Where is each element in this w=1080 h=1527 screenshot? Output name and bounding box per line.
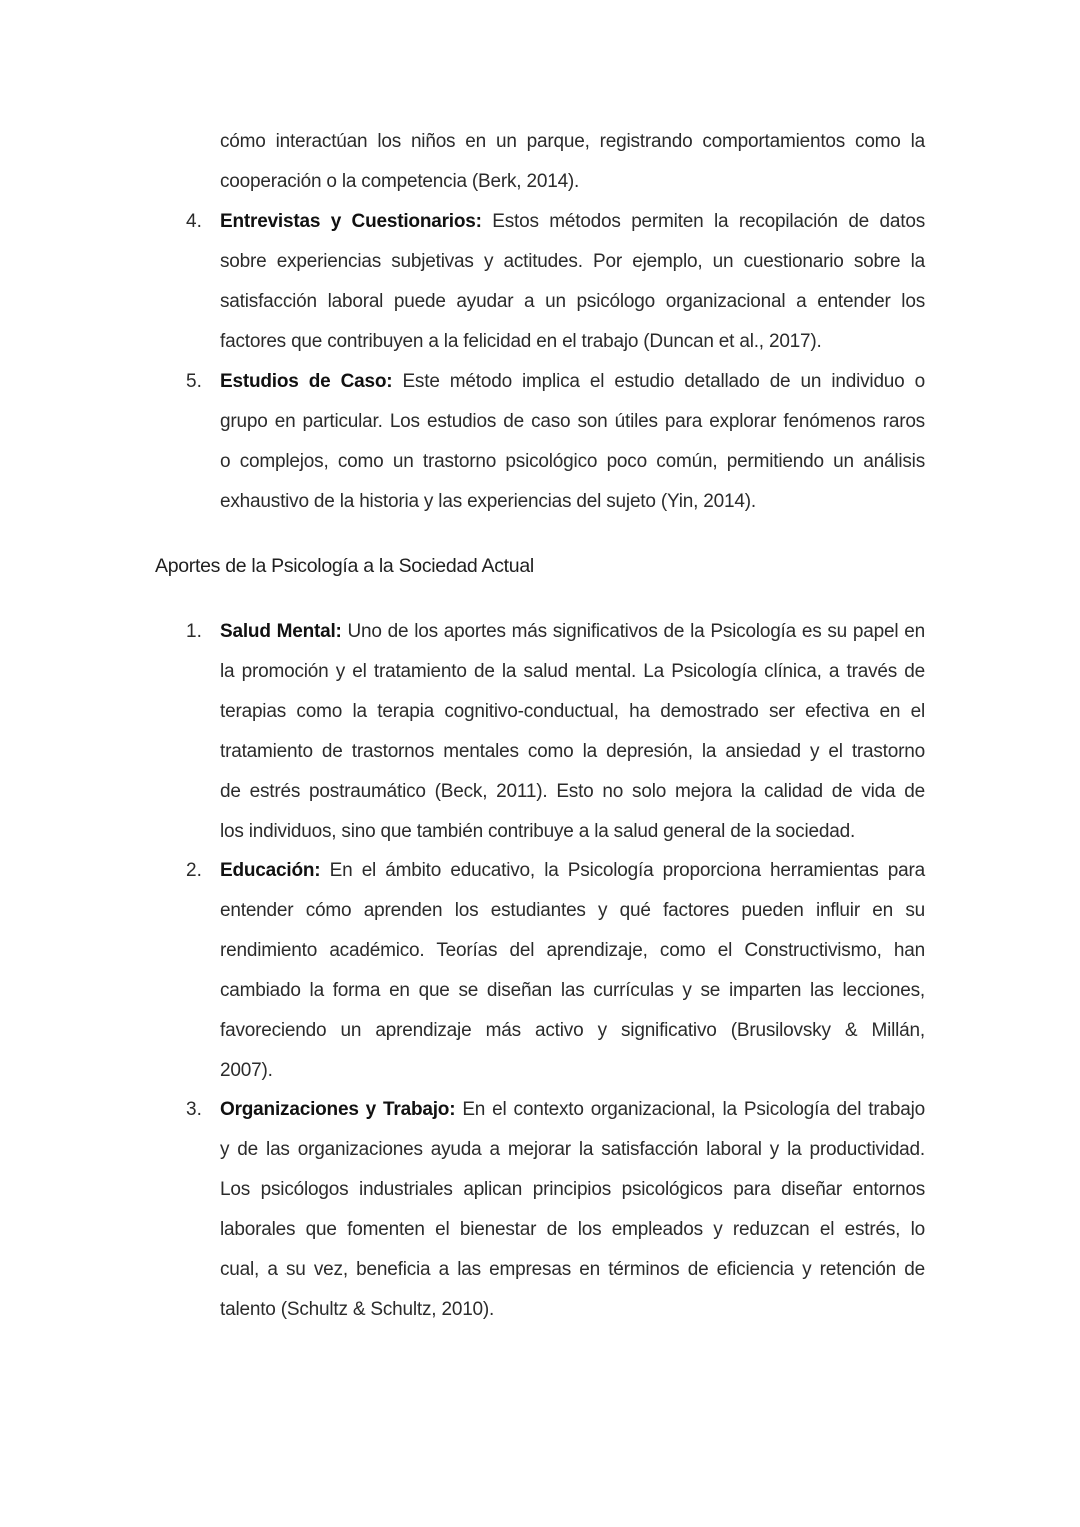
paragraph-line: Los psicólogos industriales aplican principios psicológicos para diseñar entornos: [220, 1179, 925, 1200]
paragraph-line: entender cómo aprenden los estudiantes y qué factores pueden influir en su: [220, 900, 925, 921]
list-number: 2.: [186, 860, 202, 881]
list-term: Entrevistas y Cuestionarios:: [220, 211, 482, 232]
section-heading: Aportes de la Psicología a la Sociedad Actual: [155, 555, 534, 577]
paragraph-line: factores que contribuyen a la felicidad en el trabajo (Duncan et al., 2017).: [220, 331, 822, 352]
paragraph-line: y de las organizaciones ayuda a mejorar la satisfacción laboral y la productividad.: [220, 1139, 925, 1160]
paragraph-line: rendimiento académico. Teorías del aprendizaje, como el Constructivismo, han: [220, 940, 925, 961]
paragraph-line: cual, a su vez, beneficia a las empresas en términos de eficiencia y retención de: [220, 1259, 925, 1280]
paragraph-line: Estudios de Caso: Este método implica el estudio detallado de un individuo o: [220, 371, 925, 392]
list-term: Organizaciones y Trabajo:: [220, 1099, 456, 1120]
paragraph-line: Educación: En el ámbito educativo, la Psicología proporciona herramientas para: [220, 860, 925, 881]
list-number: 5.: [186, 371, 202, 392]
list-term: Educación:: [220, 860, 321, 881]
list-number: 1.: [186, 621, 202, 642]
paragraph-line: satisfacción laboral puede ayudar a un psicólogo organizacional a entender los: [220, 291, 925, 312]
paragraph-line: favoreciendo un aprendizaje más activo y significativo (Brusilovsky & Millán,: [220, 1020, 925, 1041]
paragraph-line: talento (Schultz & Schultz, 2010).: [220, 1299, 495, 1320]
paragraph-line: Entrevistas y Cuestionarios: Estos métodos permiten la recopilación de datos: [220, 211, 925, 232]
paragraph-line: Organizaciones y Trabajo: En el contexto organizacional, la Psicología del trabajo: [220, 1099, 925, 1120]
paragraph-line: laborales que fomenten el bienestar de los empleados y reduzcan el estrés, lo: [220, 1219, 925, 1240]
paragraph-line: la promoción y el tratamiento de la salud mental. La Psicología clínica, a través de: [220, 661, 925, 682]
list-term: Estudios de Caso:: [220, 371, 393, 392]
paragraph-line: o complejos, como un trastorno psicológico poco común, permitiendo un análisis: [220, 451, 925, 472]
paragraph-line: cómo interactúan los niños en un parque, registrando comportamientos como la: [220, 131, 925, 152]
paragraph-line: sobre experiencias subjetivas y actitudes. Por ejemplo, un cuestionario sobre la: [220, 251, 925, 272]
paragraph-line: exhaustivo de la historia y las experiencias del sujeto (Yin, 2014).: [220, 491, 756, 512]
paragraph-line: 2007).: [220, 1060, 273, 1081]
paragraph-line: grupo en particular. Los estudios de caso son útiles para explorar fenómenos raros: [220, 411, 925, 432]
paragraph-line: de estrés postraumático (Beck, 2011). Esto no solo mejora la calidad de vida de: [220, 781, 925, 802]
list-term: Salud Mental:: [220, 621, 342, 642]
paragraph-line: cambiado la forma en que se diseñan las currículas y se imparten las lecciones,: [220, 980, 925, 1001]
list-number: 4.: [186, 211, 202, 232]
paragraph-line: los individuos, sino que también contribuye a la salud general de la sociedad.: [220, 821, 856, 842]
paragraph-line: terapias como la terapia cognitivo-conductual, ha demostrado ser efectiva en el: [220, 701, 925, 722]
paragraph-line: Salud Mental: Uno de los aportes más significativos de la Psicología es su papel en: [220, 621, 925, 642]
list-number: 3.: [186, 1099, 202, 1120]
paragraph-line: tratamiento de trastornos mentales como la depresión, la ansiedad y el trastorno: [220, 741, 925, 762]
paragraph-line: cooperación o la competencia (Berk, 2014).: [220, 171, 580, 192]
